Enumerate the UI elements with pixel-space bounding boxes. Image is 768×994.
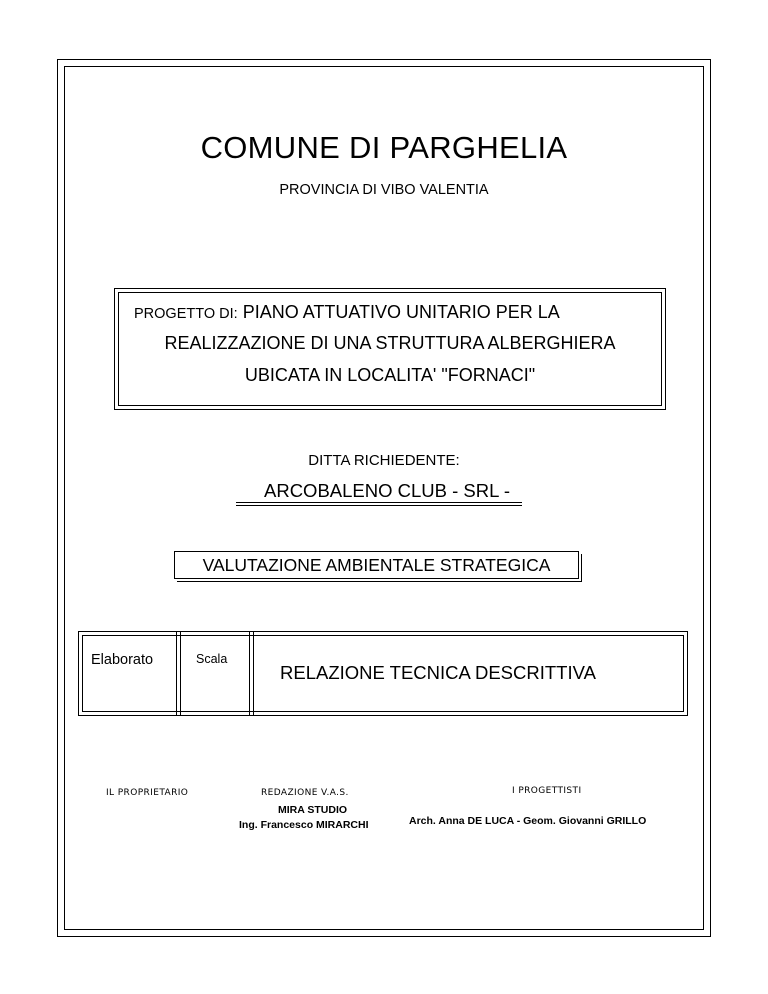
redazione-label: REDAZIONE V.A.S. xyxy=(261,788,349,798)
progetto-line-3: UBICATA IN LOCALITA' "FORNACI" xyxy=(244,365,536,385)
vas-title: VALUTAZIONE AMBIENTALE STRATEGICA xyxy=(202,555,551,575)
provincia-subtitle: PROVINCIA DI VIBO VALENTIA xyxy=(279,182,489,198)
redazione-engineer: Ing. Francesco MIRARCHI xyxy=(239,819,369,831)
scala-label: Scala xyxy=(196,652,228,666)
table-divider xyxy=(180,631,181,716)
progettisti-label: I PROGETTISTI xyxy=(512,786,582,796)
proprietario-label: IL PROPRIETARIO xyxy=(106,788,189,798)
document-title: RELAZIONE TECNICA DESCRITTIVA xyxy=(280,662,596,683)
progetto-line-1 xyxy=(134,302,560,323)
progetto-title-1: PIANO ATTUATIVO UNITARIO PER LA xyxy=(242,302,560,322)
progettisti-names: Arch. Anna DE LUCA - Geom. Giovanni GRILLO xyxy=(409,815,647,827)
table-divider xyxy=(176,631,177,716)
progetto-prefix: PROGETTO DI: xyxy=(134,306,238,322)
comune-title: COMUNE DI PARGHELIA xyxy=(200,130,568,165)
ditta-underline-double xyxy=(236,505,522,506)
elaborato-label: Elaborato xyxy=(91,652,154,668)
progetto-line-2: REALIZZAZIONE DI UNA STRUTTURA ALBERGHIERA xyxy=(164,333,616,353)
ditta-underline xyxy=(236,502,522,503)
table-divider xyxy=(249,631,250,716)
ditta-name: ARCOBALENO CLUB - SRL - xyxy=(264,480,511,501)
table-divider xyxy=(253,631,254,716)
redazione-studio: MIRA STUDIO xyxy=(278,804,348,816)
ditta-richiedente-label: DITTA RICHIEDENTE: xyxy=(308,452,460,469)
